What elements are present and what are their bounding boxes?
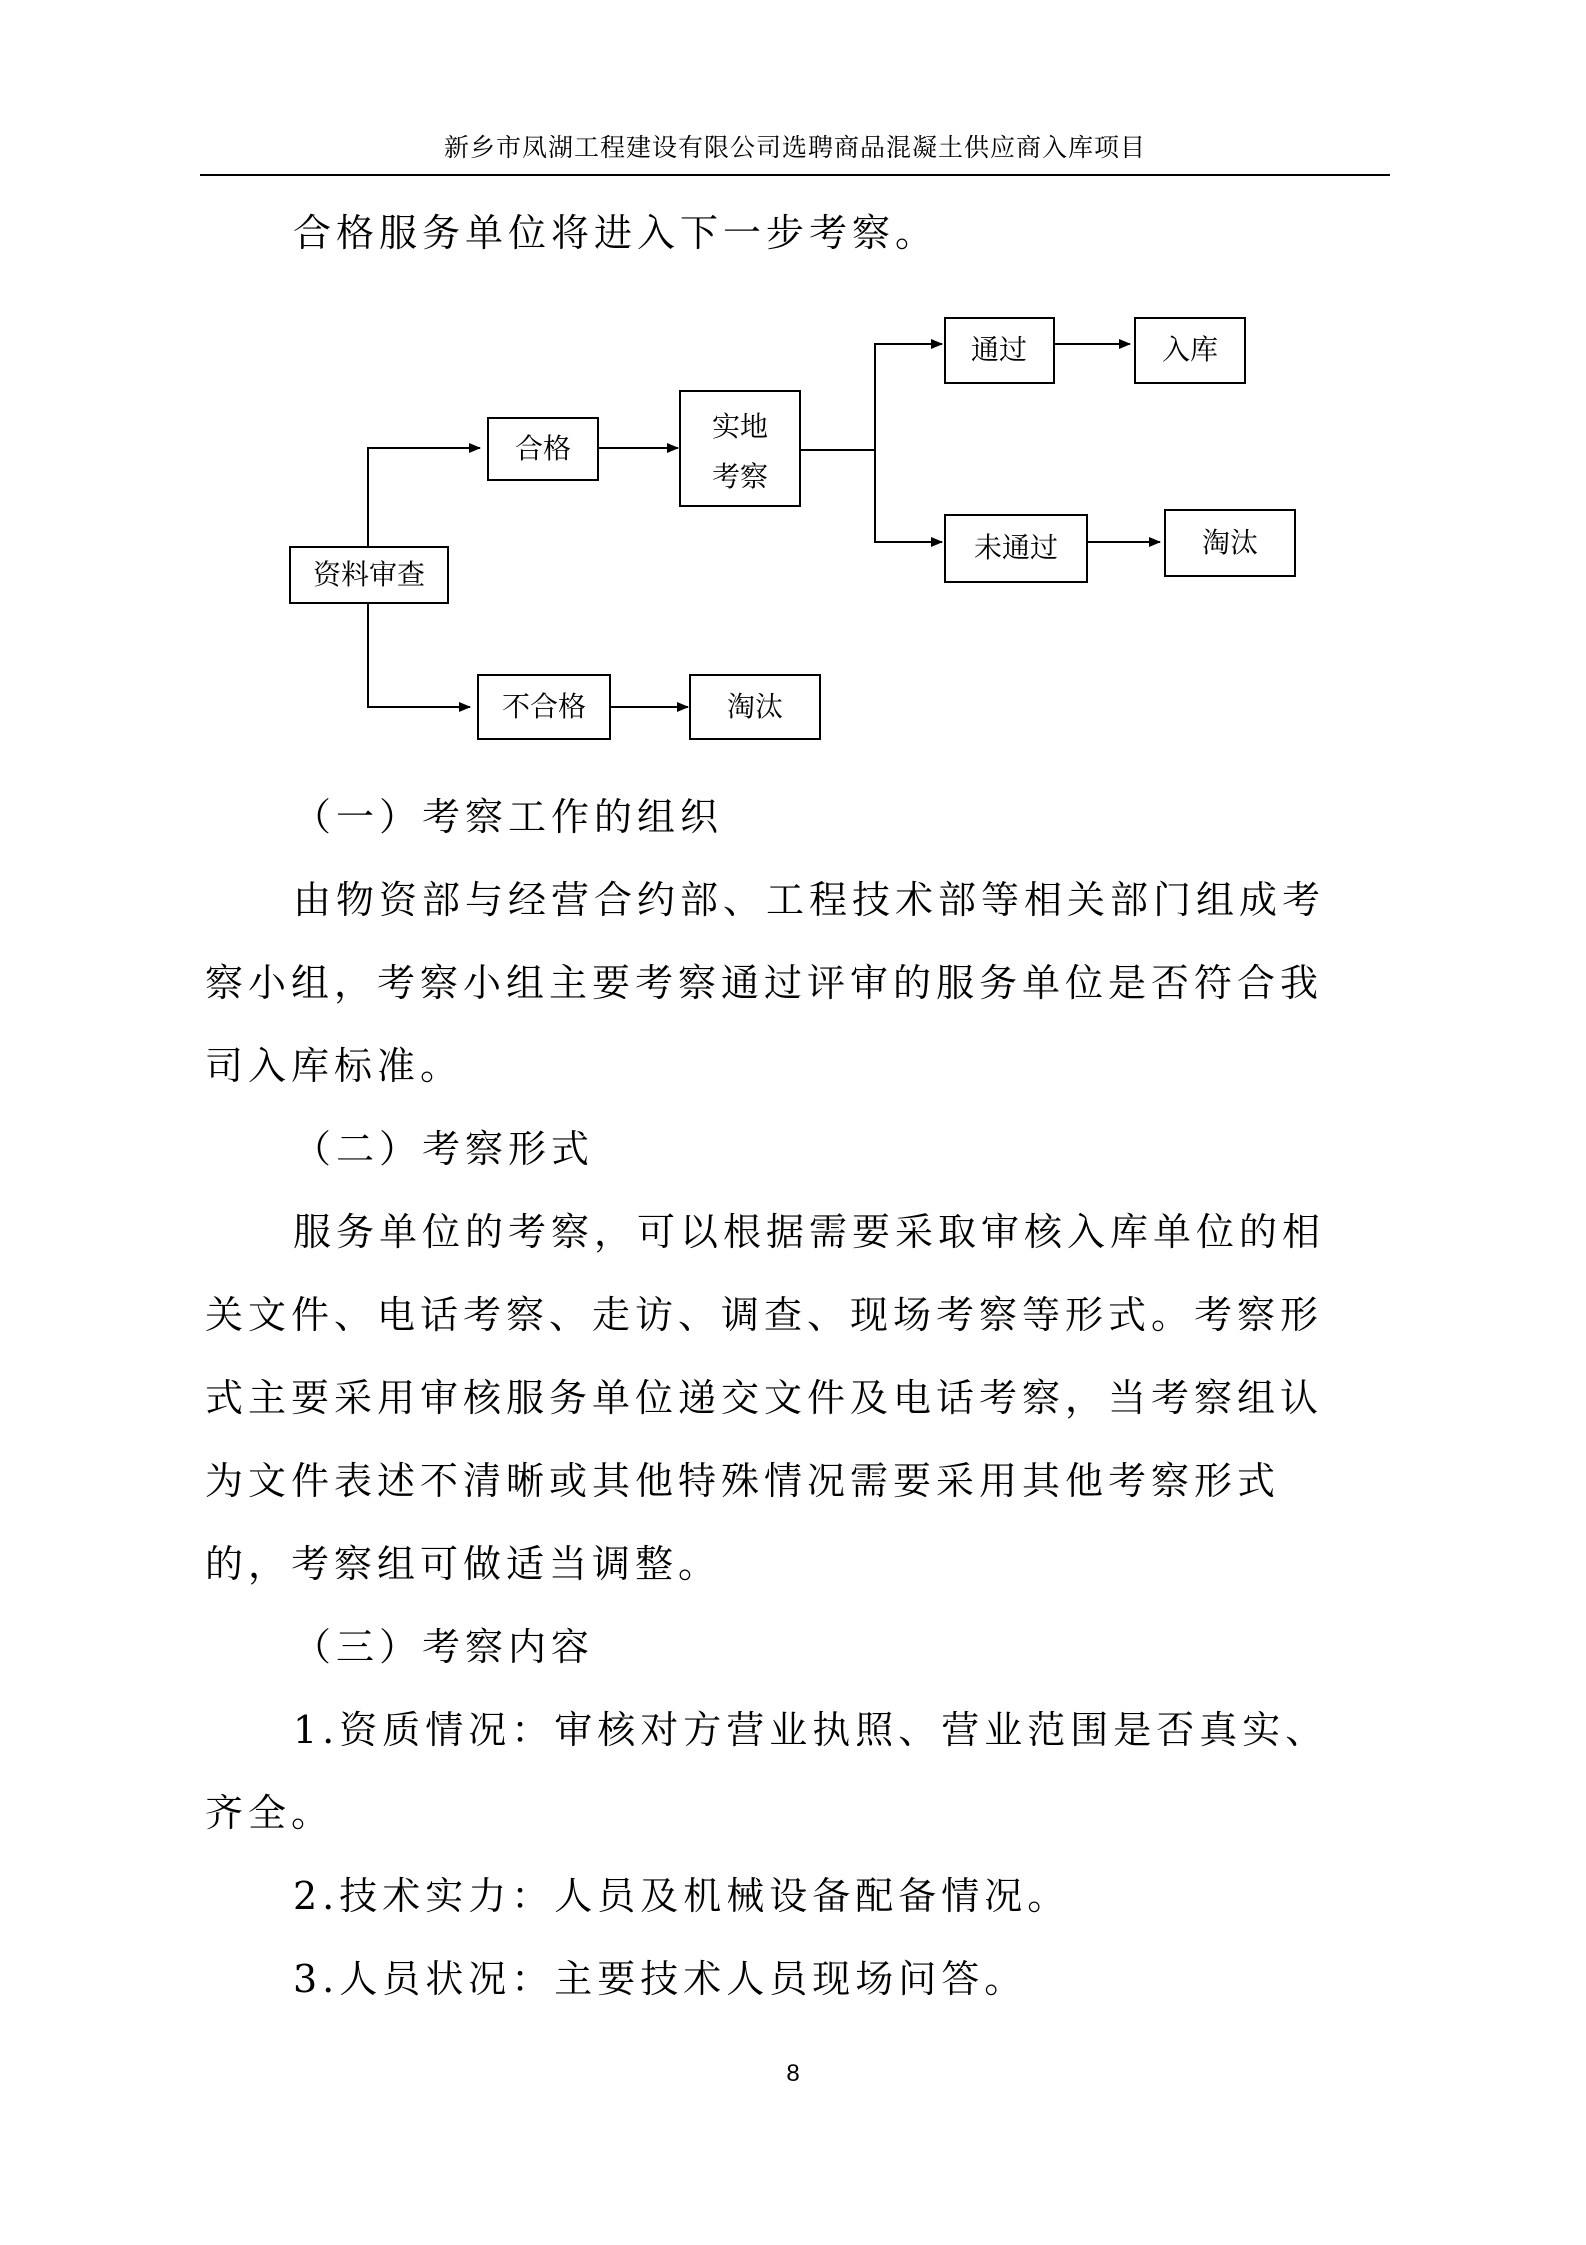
node-inspect-label-line2: 考察 [711,460,769,493]
section3-item-2: 2.技术实力：人员及机械设备配备情况。 [293,1874,1071,1918]
header-rule [200,174,1390,176]
node-eliminate-label-1: 淘汰 [726,690,784,723]
section1-heading: （一）考察工作的组织 [293,795,724,839]
connector-branch-to-not-passed [875,450,942,542]
selection-flowchart [280,300,1330,760]
node-not-passed-label: 未通过 [973,531,1059,564]
node-eliminate-label-2: 淘汰 [1201,526,1259,559]
section2-body: 服务单位的考察，可以根据需要采取审核入库单位的相关文件、电话考察、走访、调查、现场考察等形式。考察形式主要采用审核服务单位递交文件及电话考察，当考察组认为文件表述不清晰或其他特殊情况需要采用其他考察形式的，考察组可做适当调整。 [205,1210,1326,1586]
section1-body: 由物资部与经营合约部、工程技术部等相关部门组成考察小组，考察小组主要考察通过评审的服务单位是否符合我司入库标准。 [205,878,1326,1088]
node-pass-label: 合格 [514,432,572,465]
node-store-label: 入库 [1161,333,1219,366]
connector-branch-to-passed [875,344,942,450]
connector-start-to-fail [368,603,470,707]
page-number: 8 [786,2060,800,2087]
node-passed-label: 通过 [970,333,1028,366]
node-fail-label: 不合格 [501,690,587,723]
page-header-title: 新乡市凤湖工程建设有限公司选聘商品混凝土供应商入库项目 [443,133,1146,162]
section3-heading: （三）考察内容 [293,1625,595,1669]
node-start-label: 资料审查 [312,558,426,591]
node-inspect-label-line1: 实地 [711,410,769,443]
section3-item-3: 3.人员状况：主要技术人员现场问答。 [293,1957,1028,2001]
section2-heading: （二）考察形式 [293,1127,595,1171]
connector-start-to-pass [368,448,480,547]
section3-item-1: 1.资质情况：审核对方营业执照、营业范围是否真实、齐全。 [205,1708,1329,1835]
intro-line: 合格服务单位将进入下一步考察。 [293,211,939,255]
